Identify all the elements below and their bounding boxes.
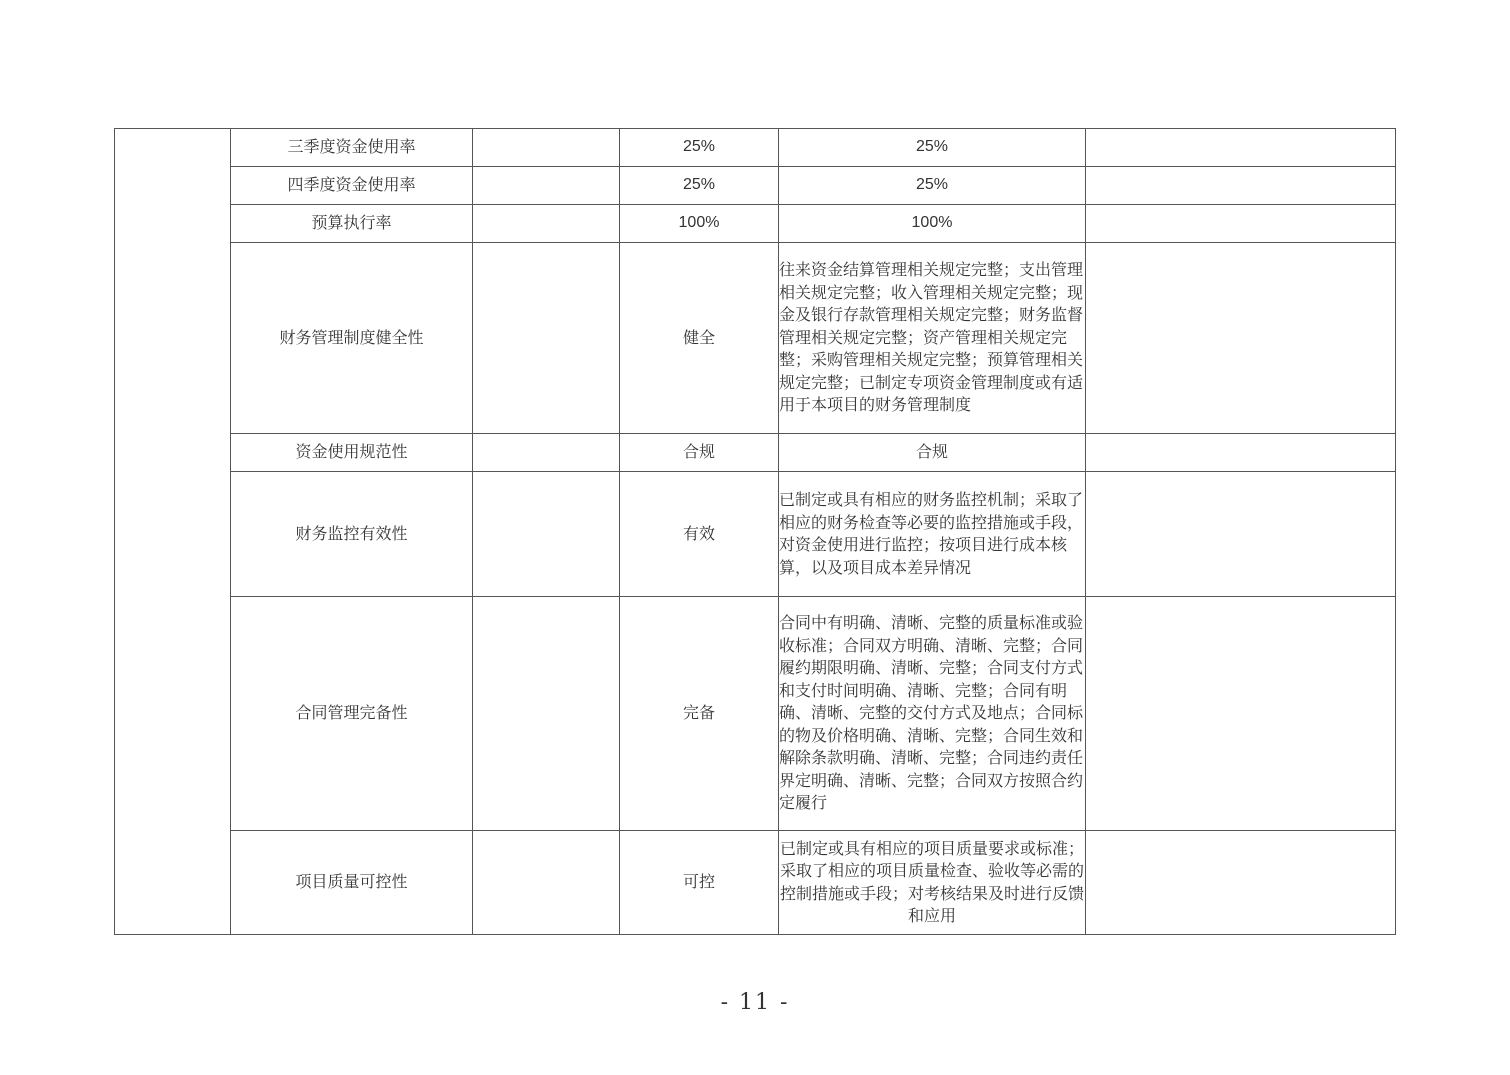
page-number: - 11 -: [720, 990, 790, 1015]
indicator-name: 财务监控有效性: [231, 472, 473, 597]
performance-indicator-table: [114, 128, 1396, 935]
scoring-standard: 25%: [779, 129, 1086, 167]
blank-cell: [473, 167, 620, 205]
remark-cell: [1086, 129, 1396, 167]
table-row: [115, 205, 1396, 243]
blank-cell: [473, 472, 620, 597]
scoring-standard: 已制定或具有相应的项目质量要求或标准；采取了相应的项目质量检查、验收等必需的控制措施或手段；对考核结果及时进行反馈和应用: [779, 831, 1086, 935]
indicator-name: 三季度资金使用率: [231, 129, 473, 167]
remark-cell: [1086, 831, 1396, 935]
scoring-standard: 合同中有明确、清晰、完整的质量标准或验收标准；合同双方明确、清晰、完整；合同履约期限明确、清晰、完整；合同支付方式和支付时间明确、清晰、完整；合同有明确、清晰、完整的交付方式及地点；合同标的物及价格明确、清晰、完整；合同生效和解除条款明确、清晰、完整；合同违约责任界定明确、清晰、完整；合同双方按照合约定履行: [779, 597, 1086, 831]
table-row: [115, 129, 1396, 167]
indicator-name: 合同管理完备性: [231, 597, 473, 831]
target-value: 合规: [620, 434, 779, 472]
table-row: [115, 243, 1396, 434]
blank-cell: [473, 129, 620, 167]
table-row: [115, 472, 1396, 597]
remark-cell: [1086, 243, 1396, 434]
indicator-name: 四季度资金使用率: [231, 167, 473, 205]
scoring-standard: 合规: [779, 434, 1086, 472]
scoring-standard: 100%: [779, 205, 1086, 243]
category-cell: [115, 129, 231, 935]
target-value: 有效: [620, 472, 779, 597]
indicator-name: 预算执行率: [231, 205, 473, 243]
table-row: [115, 597, 1396, 831]
table-row: [115, 167, 1396, 205]
table-row: [115, 434, 1396, 472]
scoring-standard: 25%: [779, 167, 1086, 205]
target-value: 完备: [620, 597, 779, 831]
blank-cell: [473, 831, 620, 935]
remark-cell: [1086, 472, 1396, 597]
indicator-name: 项目质量可控性: [231, 831, 473, 935]
blank-cell: [473, 205, 620, 243]
remark-cell: [1086, 597, 1396, 831]
indicator-name: 财务管理制度健全性: [231, 243, 473, 434]
target-value: 健全: [620, 243, 779, 434]
scoring-standard: 往来资金结算管理相关规定完整；支出管理相关规定完整；收入管理相关规定完整；现金及银行存款管理相关规定完整；财务监督管理相关规定完整；资产管理相关规定完整；采购管理相关规定完整；预算管理相关规定完整；已制定专项资金管理制度或有适用于本项目的财务管理制度: [779, 243, 1086, 434]
target-value: 100%: [620, 205, 779, 243]
target-value: 可控: [620, 831, 779, 935]
blank-cell: [473, 243, 620, 434]
remark-cell: [1086, 167, 1396, 205]
table-row: [115, 831, 1396, 935]
blank-cell: [473, 597, 620, 831]
remark-cell: [1086, 205, 1396, 243]
target-value: 25%: [620, 167, 779, 205]
target-value: 25%: [620, 129, 779, 167]
remark-cell: [1086, 434, 1396, 472]
blank-cell: [473, 434, 620, 472]
scoring-standard: 已制定或具有相应的财务监控机制；采取了相应的财务检查等必要的监控措施或手段，对资金使用进行监控；按项目进行成本核算，以及项目成本差异情况: [779, 472, 1086, 597]
indicator-name: 资金使用规范性: [231, 434, 473, 472]
